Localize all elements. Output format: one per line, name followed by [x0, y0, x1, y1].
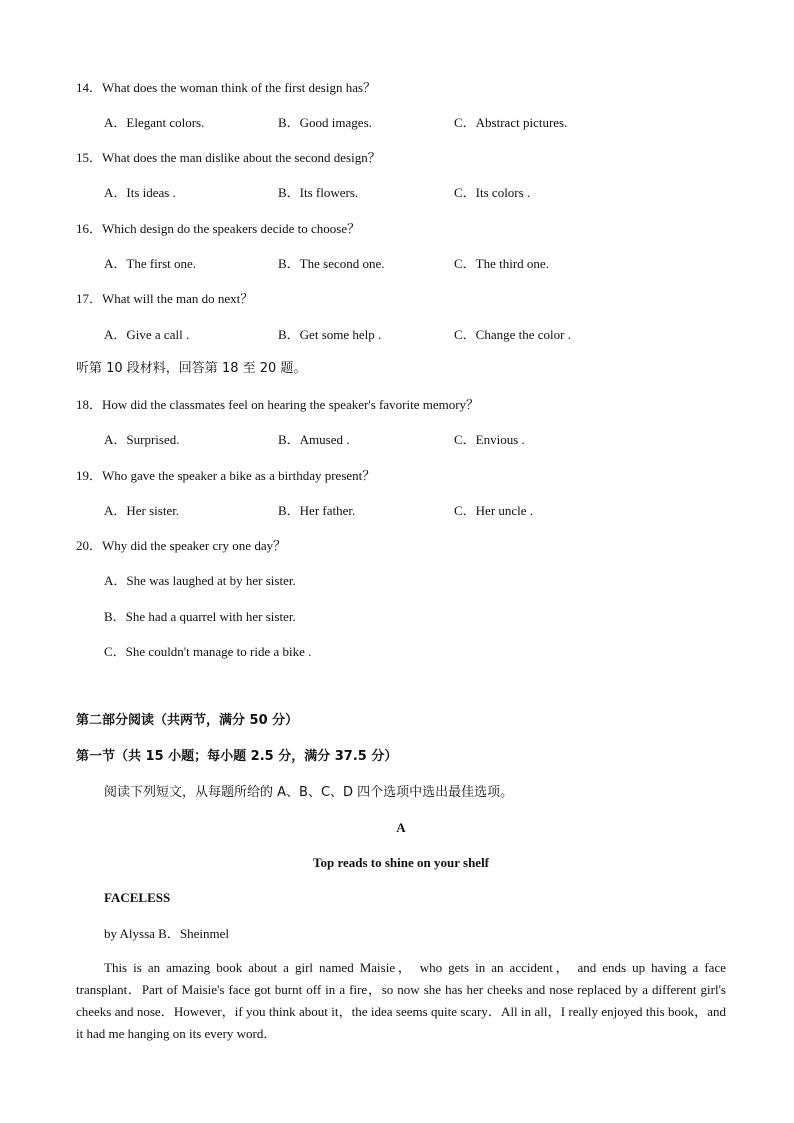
question-17-option-b: B．Get some help . [278, 327, 382, 342]
passage-letter: A [396, 820, 406, 835]
question-14-stem: 14．What does the woman think of the first design has？ [76, 80, 377, 95]
question-14-option-c: C．Abstract pictures. [454, 115, 568, 130]
question-18-option-a: A．Surprised. [104, 432, 180, 447]
question-19-option-c: C．Her uncle . [454, 503, 534, 518]
book-author: by Alyssa B．Sheinmel [104, 926, 229, 941]
book-title: FACELESS [104, 890, 171, 905]
question-18-option-b: B．Amused . [278, 432, 350, 447]
passage-title: Top reads to shine on your shelf [312, 855, 490, 870]
reading-section-title: 第一节（共 15 小题；每小题 2.5 分，满分 37.5 分） [76, 749, 398, 764]
question-20-option-c: C．She couldn't manage to ride a bike . [104, 644, 312, 659]
reading-instruction: 阅读下列短文，从每题所给的 A、B、C、D 四个选项中选出最佳选项。 [104, 785, 514, 800]
question-18-stem: 18．How did the classmates feel on hearing the speaker's favorite memory？ [76, 397, 480, 412]
question-19-option-a: A．Her sister. [104, 503, 180, 518]
question-15-stem: 15．What does the man dislike about the second design？ [76, 150, 381, 165]
question-20-stem: 20．Why did the speaker cry one day？ [76, 538, 287, 553]
question-19-option-b: B．Her father. [278, 503, 356, 518]
question-20-option-a: A．She was laughed at by her sister. [104, 573, 296, 588]
book-review-paragraph: This is an amazing book about a girl named Maisie， who gets in an accident， and ends up having a face transplant．Part of Maisie's face got burnt off in a fire，so now she has her cheeks and nose replaced by a different girl's cheeks and nose．However，if you think about it，the idea seems quite scary．All in all，I really enjoyed this book，and it had me hanging on its every word． [76, 960, 726, 1041]
question-15-option-b: B．Its flowers. [278, 185, 359, 200]
question-17-option-a: A．Give a call . [104, 327, 190, 342]
section-10-instruction: 听第 10 段材料，回答第 18 至 20 题。 [76, 361, 307, 376]
question-16-option-b: B．The second one. [278, 256, 385, 271]
question-20-option-b: B．She had a quarrel with her sister. [104, 609, 296, 624]
question-16-option-a: A．The first one. [104, 256, 197, 271]
question-16-stem: 16．Which design do the speakers decide to choose？ [76, 221, 361, 236]
question-19-stem: 19．Who gave the speaker a bike as a birthday present？ [76, 468, 376, 483]
reading-part-title: 第二部分阅读（共两节，满分 50 分） [76, 713, 299, 728]
question-17-option-c: C．Change the color . [454, 327, 571, 342]
question-16-option-c: C．The third one. [454, 256, 549, 271]
question-14-option-b: B．Good images. [278, 115, 372, 130]
question-18-option-c: C．Envious . [454, 432, 525, 447]
question-15-option-c: C．Its colors . [454, 185, 531, 200]
question-14-option-a: A．Elegant colors. [104, 115, 205, 130]
question-15-option-a: A．Its ideas . [104, 185, 176, 200]
question-17-stem: 17．What will the man do next？ [76, 291, 254, 306]
